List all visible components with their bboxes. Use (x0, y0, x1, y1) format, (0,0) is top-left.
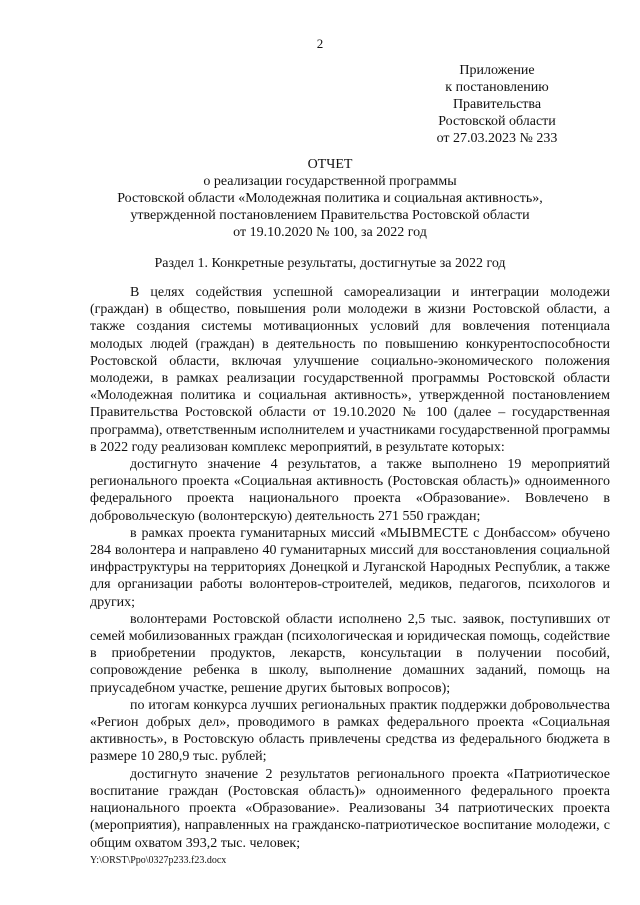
report-title-block (60, 156, 600, 241)
report-subtitle-line: о реализации государственной программы (203, 174, 457, 189)
appendix-line: к постановлению (445, 80, 549, 95)
page-number: 2 (316, 36, 324, 51)
appendix-block (412, 62, 582, 147)
paragraph: достигнуто значение 4 результатов, а также выполнено 19 мероприятий регионального проекта «Социальная активность (Ростовская область)» одноименного федерального проекта национального проекта «Образование». Вовлечено в добровольческую (волонтерскую) деятельность 271 550 граждан; (90, 457, 610, 524)
paragraph: достигнуто значение 2 результатов регионального проекта «Патриотическое воспитание граждан (Ростовская область)» одноименного федерального проекта национального проекта «Образование». Реализованы 34 патриотических проекта (мероприятия), направленных на гражданско-патриотическое воспитание молодежи, с общим охватом 393,2 тыс. человек; (90, 766, 610, 851)
paragraph: В целях содействия успешной самореализации и интеграции молодежи (граждан) в общество, повышения роли молодежи в жизни Ростовской области, а также создания системы мотивационных условий для вовлечения потенциала молодых людей (граждан) в деятельность по повышению конкурентоспособности Ростовской области, включая улучшение социально-экономического положения молодежи, в рамках реализации государственной программы Ростовской области «Молодежная политика и социальная активность», утвержденной постановлением Правительства Ростовской области от 19.10.2020 № 100 (далее – государственная программа), ответственным исполнителем и участниками государственной программы в 2022 году реализован комплекс мероприятий, в результате которых: (90, 285, 610, 455)
report-subtitle-line: Ростовской области «Молодежная политика и социальная активность», (117, 191, 543, 206)
paragraph: по итогам конкурса лучших региональных практик поддержки добровольчества «Регион добрых дел», проводимого в рамках федерального проекта «Социальная активность», в Ростовскую область привлечены средства из федерального бюджета в размере 10 280,9 тыс. рублей; (90, 697, 610, 765)
appendix-line: Правительства (452, 97, 542, 112)
report-subtitle-line: от 19.10.2020 № 100, за 2022 год (233, 225, 427, 240)
paragraph: в рамках проекта гуманитарных миссий «МЫВМЕСТЕ с Донбассом» обучено 284 волонтера и направлено 40 гуманитарных миссий для восстановления социальной инфраструктуры на территориях Донецкой и Луганской Народных Республик, а также для организации работы волонтеров-строителей, медиков, педагогов, психологов и других; (90, 525, 610, 610)
report-title: ОТЧЕТ (307, 157, 353, 172)
file-path-footer: Y:\ORST\Ppo\0327p233.f23.docx (90, 855, 227, 866)
section-heading: Раздел 1. Конкретные результаты, достигнутые за 2022 год (154, 256, 506, 271)
body-text (90, 284, 610, 852)
appendix-line: Ростовской области (438, 114, 556, 129)
paragraph: волонтерами Ростовской области исполнено 2,5 тыс. заявок, поступивших от семей мобилизованных граждан (психологическая и юридическая помощь, содействие в приобретении продуктов, лекарств, консультации в получении пособий, сопровождение ребенка в школу, выполнение домашних заданий, помощь на приусадебном участке, решение других бытовых вопросов); (90, 611, 610, 696)
appendix-line: от 27.03.2023 № 233 (436, 131, 558, 146)
report-subtitle-line: утвержденной постановлением Правительства Ростовской области (130, 208, 530, 223)
appendix-line: Приложение (459, 63, 535, 78)
